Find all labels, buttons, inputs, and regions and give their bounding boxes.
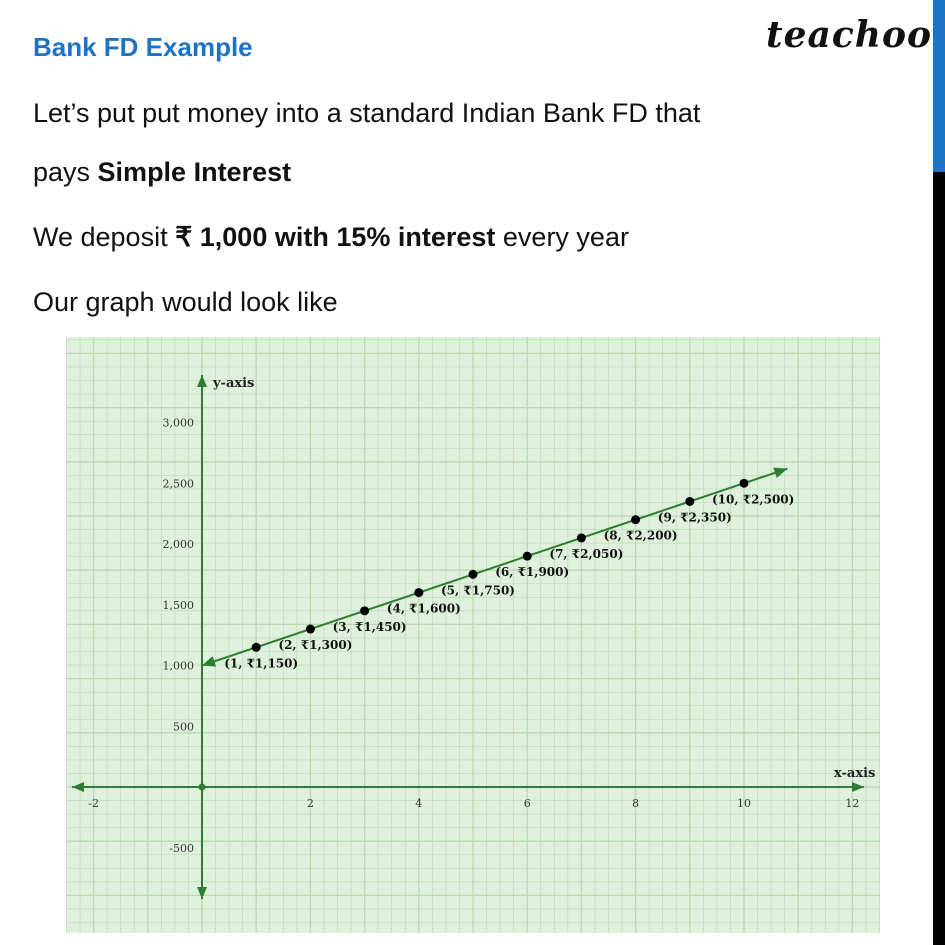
page-title: Bank FD Example [33,32,253,62]
side-accent-bar [933,0,945,172]
deposit-amount-bold: ₹ 1,000 with 15% interest [175,222,496,252]
y-tick-label: 2,500 [162,477,194,491]
x-tick-label: 6 [523,797,531,810]
data-point-label: (8, ₹2,200) [603,528,678,543]
data-point-label: (3, ₹1,450) [332,619,407,634]
graph-intro-line: Our graph would look like [33,287,338,317]
data-point [469,570,478,579]
x-axis-label: x-axis [834,766,876,781]
origin-point [199,784,206,791]
deposit-line [33,222,629,253]
deposit-suffix: every year [495,222,629,252]
x-tick-label: 12 [845,797,860,810]
y-tick-label: -500 [169,841,194,855]
data-point-label: (10, ₹2,500) [712,492,795,507]
data-point [740,479,749,488]
simple-interest-chart [66,337,880,933]
teachoo-logo: teachoo [766,14,932,56]
data-point [685,497,694,506]
x-tick-label: 8 [632,797,640,810]
data-point-label: (1, ₹1,150) [224,656,299,671]
intro-line: Let’s put put money into a standard Indian Bank FD that [33,98,701,128]
y-tick-label: 500 [173,720,194,734]
data-point-label: (7, ₹2,050) [549,546,624,561]
x-tick-label: -2 [88,797,99,810]
side-scroll-bar [933,172,945,945]
x-tick-label: 10 [737,797,751,810]
y-tick-label: 1,000 [162,659,194,673]
interest-type-prefix: pays [33,157,98,187]
data-point [523,552,532,561]
interest-type-line [33,157,291,188]
x-tick-label: 4 [415,797,423,810]
x-tick-label: 2 [306,797,314,810]
deposit-prefix: We deposit [33,222,176,252]
y-tick-label: 2,000 [162,538,194,551]
y-tick-label: 3,000 [162,416,194,430]
data-point [360,606,369,615]
y-tick-label: 1,500 [162,598,194,612]
data-point-label: (5, ₹1,750) [441,583,515,598]
data-point [631,515,640,524]
y-axis-label: y-axis [213,376,255,391]
data-point [577,533,586,542]
data-point-label: (6, ₹1,900) [495,565,570,580]
data-point-label: (4, ₹1,600) [386,601,461,616]
data-point [252,643,261,652]
data-point-label: (9, ₹2,350) [657,510,732,525]
data-point [306,625,315,634]
interest-type-bold: Simple Interest [97,157,292,187]
data-point-label: (2, ₹1,300) [278,638,353,653]
data-point [414,588,423,597]
